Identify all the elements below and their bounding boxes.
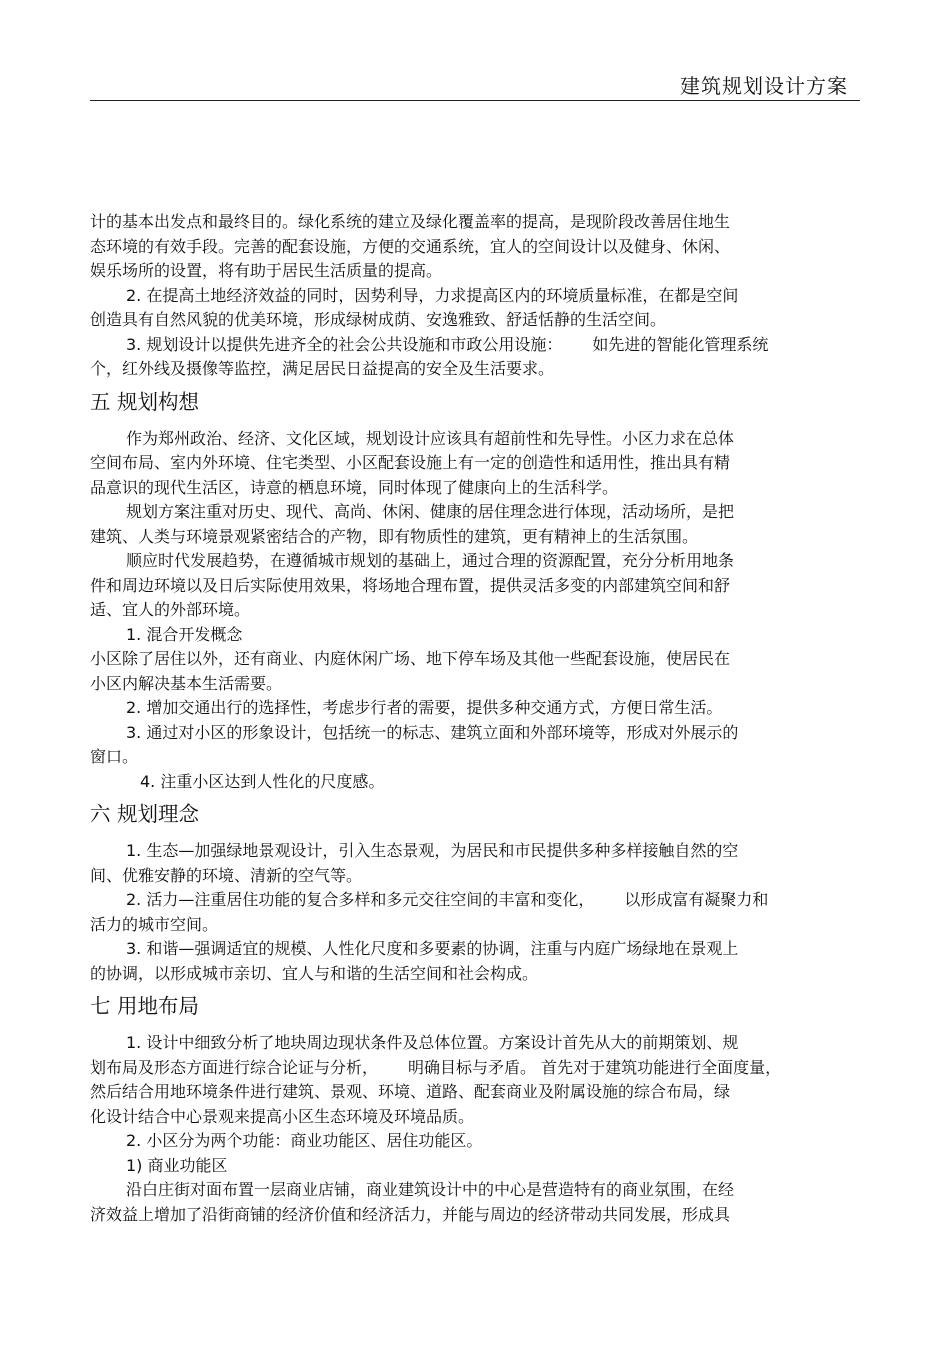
section-heading: 七 用地布局 [90, 994, 200, 1018]
paragraph-line: 沿白庄街对面布置一层商业店铺，商业建筑设计中的中心是营造特有的商业氛围，在经 [126, 1180, 735, 1199]
subsection-title: 1) 商业功能区 [126, 1155, 228, 1175]
document-body [90, 210, 860, 1227]
section-heading: 六 规划理念 [90, 802, 200, 826]
paragraph-line: 济效益上增加了沿街商铺的经济价值和经济活力，并能与周边的经济带动共同发展，形成具 [90, 1204, 731, 1224]
paragraph-line: 窗口。 [90, 747, 139, 766]
list-item [90, 888, 860, 913]
list-item: 2. 增加交通出行的选择性，考虑步行者的需要，提供多种交通方式，方便日常生活。 [126, 698, 723, 717]
paragraph-line: 件和周边环境以及日后实际使用效果，将场地合理布置，提供灵活多变的内部建筑空间和舒 [90, 575, 731, 595]
list-item: 1. 生态—加强绿地景观设计，引入生态景观，为居民和市民提供多种多样接触自然的空 [126, 841, 739, 860]
paragraph-line: 小区内解决基本生活需要。 [90, 673, 283, 693]
section-heading: 五 规划构想 [90, 389, 200, 414]
paragraph-line: 化设计结合中心景观来提高小区生态环境及环境品质。 [90, 1106, 475, 1126]
list-item: 4. 注重小区达到人性化的尺度感。 [140, 771, 385, 791]
paragraph-line: 规划方案注重对历史、现代、高尚、休闲、健康的居住理念进行体现，活动场所，是把 [126, 502, 735, 521]
text-segment: 明确目标与矛盾。 首先对于建筑功能进行全面度量， [408, 1057, 782, 1077]
paragraph-line: 间、优雅安静的环境、清新的空气等。 [90, 865, 363, 885]
paragraph-line: 娱乐场所的设置，将有助于居民生活质量的提高。 [90, 261, 443, 280]
paragraph-line: 小区除了居住以外，还有商业、内庭休闲广场、地下停车场及其他一些配套设施，使居民在 [90, 649, 731, 668]
paragraph-line: 计的基本出发点和最终目的。绿化系统的建立及绿化覆盖率的提高，是现阶段改善居住地生 [90, 212, 731, 231]
list-item: 1. 设计中细致分析了地块周边现状条件及总体位置。方案设计首先从大的前期策划、规 [126, 1033, 739, 1052]
paragraph-line: 建筑、人类与环境景观紧密结合的产物，即有物质性的建筑，更有精神上的生活氛围。 [90, 526, 699, 546]
text-segment: 以形成富有凝聚力和 [624, 890, 769, 909]
paragraph-line [90, 333, 860, 358]
paragraph-line: 态环境的有效手段。完善的配套设施，方便的交通系统，宜人的空间设计以及健身、休闲、 [90, 236, 731, 256]
paragraph-line: 2. 在提高土地经济效益的同时，因势利导，力求提高区内的环境质量标准，在都是空间 [126, 285, 739, 305]
paragraph-line: 创造具有自然风貌的优美环境，形成绿树成荫、安逸雅致、舒适恬静的生活空间。 [90, 310, 667, 329]
list-item: 3. 和谐—强调适宜的规模、人性化尺度和多要素的协调，注重与内庭广场绿地在景观上 [126, 939, 739, 958]
paragraph-line: 作为郑州政治、经济、文化区域，规划设计应该具有超前性和先导性。小区力求在总体 [126, 428, 735, 448]
header-divider [90, 100, 860, 101]
list-item-title: 1. 混合开发概念 [126, 624, 243, 644]
paragraph-line: 然后结合用地环境条件进行建筑、景观、环境、道路、配套商业及附属设施的综合布局，绿 [90, 1082, 731, 1101]
paragraph-line: 活力的城市空间。 [90, 914, 219, 934]
paragraph-line: 的协调，以形成城市亲切、宜人与和谐的生活空间和社会构成。 [90, 963, 539, 983]
paragraph-line: 顺应时代发展趋势，在遵循城市规划的基础上，通过合理的资源配置，充分分析用地条 [126, 551, 735, 570]
list-item: 2. 小区分为两个功能：商业功能区、居住功能区。 [126, 1131, 483, 1150]
paragraph-line: 空间布局、室内外环境、住宅类型、小区配套设施上有一定的创造性和适用性，推出具有精 [90, 453, 731, 472]
list-item: 3. 通过对小区的形象设计，包括统一的标志、建筑立面和外部环境等，形成对外展示的 [126, 722, 739, 742]
text-segment: 3. 规划设计以提供先进齐全的社会公共设施和市政公用设施： [126, 334, 563, 354]
paragraph-line: 个，红外线及摄像等监控，满足居民日益提高的安全及生活要求。 [90, 359, 555, 378]
paragraph-line [90, 1056, 860, 1081]
text-segment: 如先进的智能化管理系统 [592, 334, 769, 354]
paragraph-line: 适、宜人的外部环境。 [90, 600, 251, 619]
text-segment: 2. 活力—注重居住功能的复合多样和多元交往空间的丰富和变化， [126, 890, 595, 909]
paragraph-line: 品意识的现代生活区，诗意的栖息环境，同时体现了健康向上的生活科学。 [90, 477, 619, 497]
page-header-title: 建筑规划设计方案 [680, 74, 848, 98]
text-segment: 划布局及形态方面进行综合论证与分析， [90, 1057, 379, 1077]
